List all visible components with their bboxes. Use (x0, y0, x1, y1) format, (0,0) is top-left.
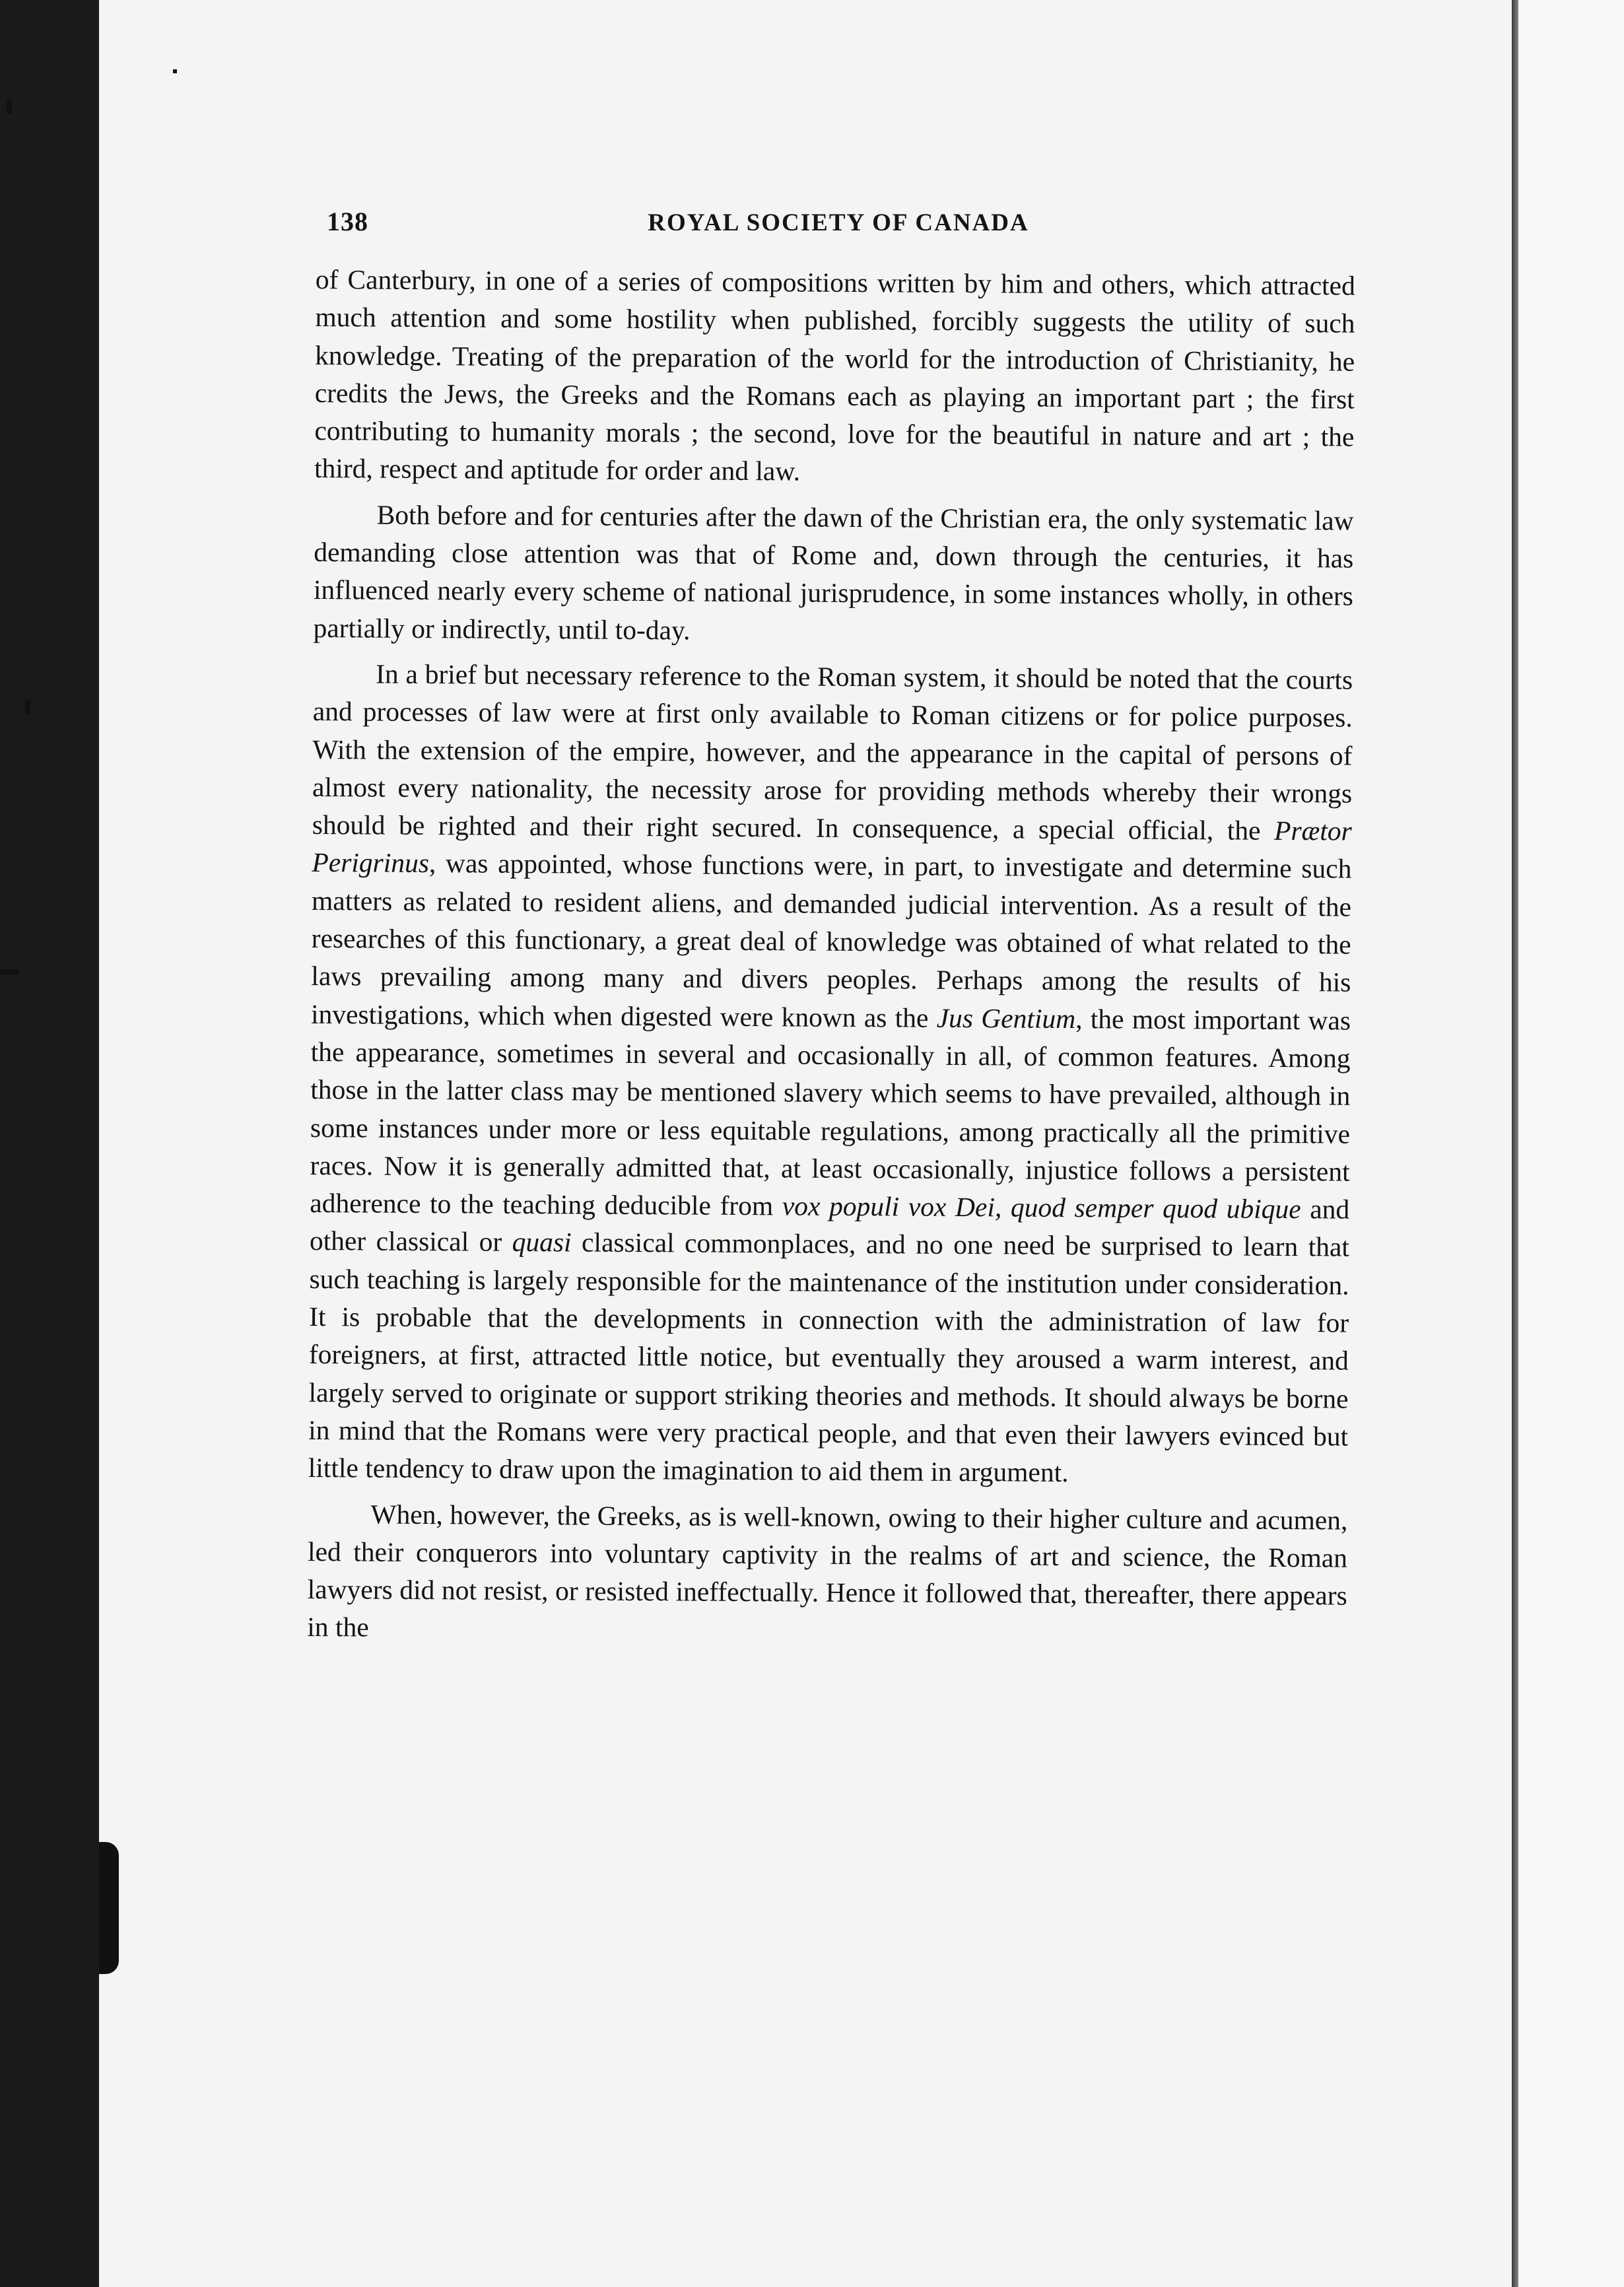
paragraph-text: When, however, the Greeks, as is well-known, owing to their higher culture and acumen, led their conquerors into voluntary captivity in the realms of art and science, the Roman lawyers did not resist, or resisted ineffectually. Hence it followed that, thereafter, there appears in the (307, 1499, 1348, 1643)
paragraph (307, 1495, 1347, 1653)
body-text (307, 261, 1355, 1660)
page-header (327, 206, 1350, 246)
paragraph-text: In a brief but necessary reference to the Roman system, it should be noted that the courts and processes of law were at first only available to Roman citizens or for police purposes. With the extension of the empire, however, and the appearance in the capital of persons of almost every nationality, the necessity arose for providing methods whereby their wrongs should be righted and their right secured. In consequence, a special official, the (312, 658, 1353, 846)
paragraph-text: , the most important was the appearance, sometimes in several and occasionally in all, of common features. Among those in the latter class may be mentioned slavery which seems to have prevailed, although in some instances under more or less equitable regulations, among practically all the primitive races. Now it is generally admitted that, at least occasionally, injustice follows a persistent adherence to the teaching deducible from (310, 1003, 1351, 1221)
italic-term: Prætor Perigrinus (312, 815, 1352, 879)
paragraph-text: , was appointed, whose functions were, in part, to investigate and determine such matters as related to resident aliens, and demanded judicial intervention. As a result of the researches of this functionary, a great deal of knowledge was obtained of what related to the laws prevailing among many and divers peoples. Perhaps among the results of his investigations, which when digested were known as the (310, 848, 1352, 1033)
paragraph-text: classical commonplaces, and no one need be surprised to learn that such teaching is largely responsible for the maintenance of the institution under consideration. It is probable that the developments in connection with the administration of law for foreigners, at first, attracted little notice, but eventually they aroused a warm interest, and largely served to originate or support striking theories and methods. It should always be borne in mind that the Romans were very practical people, and that even their lawyers evinced but little tendency to draw upon the imagination to aid them in argument. (308, 1227, 1350, 1488)
italic-term: quasi (512, 1227, 572, 1258)
scan-mark (0, 969, 18, 974)
scan-mark (25, 700, 30, 714)
binding-edge (1512, 0, 1518, 2287)
running-title: ROYAL SOCIETY OF CANADA (648, 209, 1029, 236)
paragraph (308, 655, 1353, 1493)
paragraph (313, 496, 1353, 654)
scan-mark (7, 99, 12, 114)
italic-term: vox populi vox Dei, quod semper quod ubique (782, 1190, 1301, 1225)
scan-mark (173, 69, 177, 73)
italic-term: Jus Gentium (936, 1002, 1076, 1034)
page-number: 138 (327, 207, 368, 236)
paragraph-text: and other classical or (309, 1194, 1350, 1258)
paragraph-text: of Canterbury, in one of a series of compositions written by him and others, which attracted much attention and some hostility when published, forcibly suggests the utility of such knowledge. Treating of the preparation of the world for the introduction of Christianity, he credits the Jews, the Greeks and the Romans each as playing an important part ; the first contributing to humanity morals ; the second, love for the beautiful in nature and art ; the third, respect and aptitude for order and law. (314, 263, 1355, 487)
scan-notch (99, 1842, 119, 1974)
paragraph (314, 261, 1355, 494)
paragraph-text: Both before and for centuries after the dawn of the Christian era, the only systematic law demanding close attention was that of Rome and, down through the centuries, it has influenced nearly every scheme of national jurisprudence, in some instances wholly, in others partially or indirectly, until to-day. (313, 499, 1354, 646)
facing-page-edge (1518, 0, 1624, 2287)
